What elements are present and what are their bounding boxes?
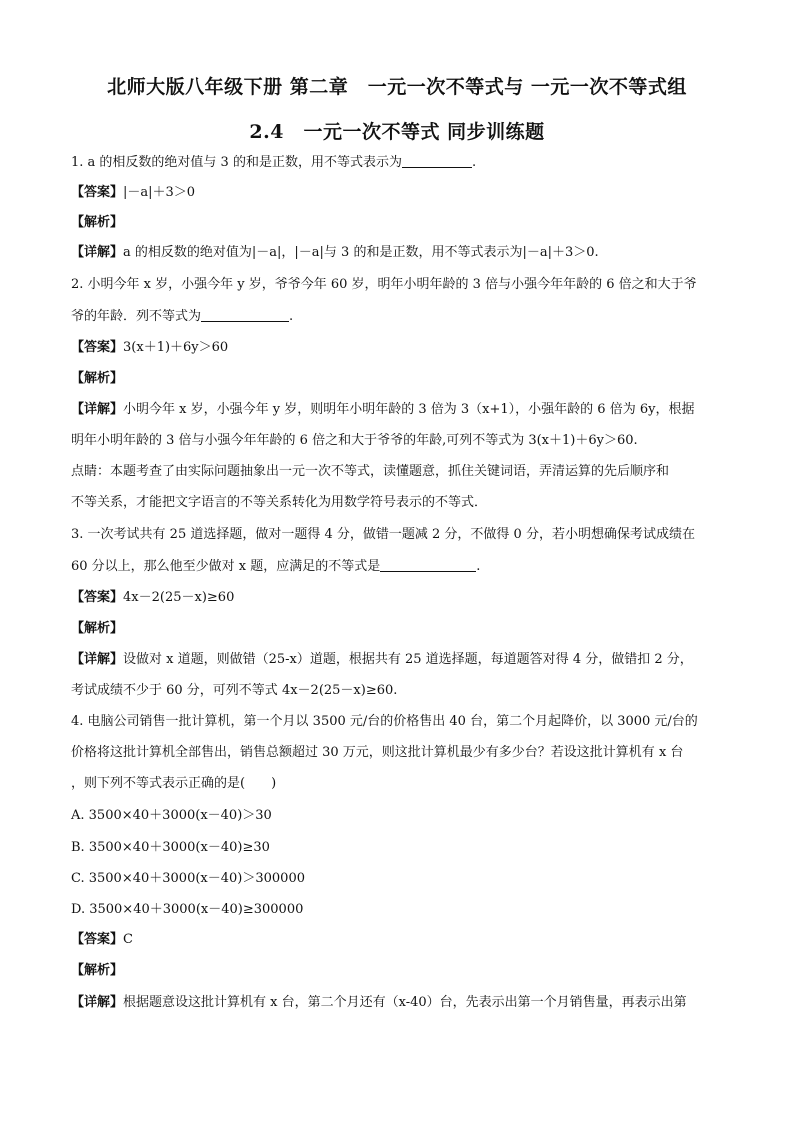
q4-stem-line2: 价格将这批计算机全部售出，销售总额超过 30 万元，则这批计算机最少有多少台？若设这批计算机有 x 台 bbox=[71, 745, 684, 760]
q2-detail-row2: 明年小明年龄的 3 倍与小强今年年龄的 6 倍之和大于爷爷的年龄,可列不等式为 3(x＋1)＋6y＞60. bbox=[71, 433, 638, 448]
q4-option-a: A. 3500×40＋3000(x－40)＞30 bbox=[71, 808, 272, 823]
q1-analysis-row bbox=[71, 215, 727, 231]
answer-tag: 【答案】 bbox=[71, 340, 124, 355]
answer-tag: 【答案】 bbox=[71, 590, 124, 605]
detail-tag: 【详解】 bbox=[71, 245, 124, 260]
q1-text: 1. a 的相反数的绝对值与 3 的和是正数，用不等式表示为 bbox=[71, 155, 402, 170]
q2-text-end: . bbox=[289, 309, 294, 324]
q4-option-d: D. 3500×40＋3000(x－40)≥300000 bbox=[71, 902, 304, 917]
q3-detail-row1 bbox=[71, 652, 727, 668]
q4-stem-line1: 4. 电脑公司销售一批计算机，第一个月以 3500 元/台的价格售出 40 台，第二个月起降价，以 3000 元/台的 bbox=[71, 714, 698, 729]
q3-detail-row2: 考试成绩不少于 60 分，可列不等式 4x－2(25－x)≥60. bbox=[71, 683, 398, 698]
q2-tip-line1: 点睛：本题考查了由实际问题抽象出一元一次不等式，读懂题意，抓住关键词语，弄清运算的先后顺序和 bbox=[71, 464, 670, 479]
analysis-tag: 【解析】 bbox=[71, 621, 124, 636]
q3-stem-line1: 3. 一次考试共有 25 道选择题，做对一题得 4 分，做错一题减 2 分，不做得 0 分，若小明想确保考试成绩在 bbox=[71, 527, 695, 542]
q2-tip-line2: 不等关系，才能把文字语言的不等关系转化为用数学符号表示的不等式． bbox=[71, 495, 488, 510]
q2-analysis-row bbox=[71, 371, 727, 387]
analysis-tag: 【解析】 bbox=[71, 215, 124, 230]
q4-option-c: C. 3500×40＋3000(x－40)＞300000 bbox=[71, 871, 305, 886]
q3-answer: 4x－2(25－x)≥60 bbox=[123, 590, 235, 605]
document-title-line1: 北师大版八年级下册 第二章 一元一次不等式与 一元一次不等式组 bbox=[107, 76, 687, 98]
q1-detail: a 的相反数的绝对值为|－a|，|－a|与 3 的和是正数，用不等式表示为|－a|＋3＞0. bbox=[123, 245, 599, 260]
analysis-tag: 【解析】 bbox=[71, 963, 124, 978]
q2-detail-row1 bbox=[71, 402, 727, 418]
q2-answer-blank bbox=[201, 308, 289, 322]
q2-detail-line1: 小明今年 x 岁，小强今年 y 岁，则明年小明年龄的 3 倍为 3（x+1），小强年龄的 6 倍为 6y，根据 bbox=[123, 402, 695, 417]
q4-answer-row bbox=[71, 932, 727, 948]
q4-stem-line3: ，则下列不等式表示正确的是( ) bbox=[71, 776, 277, 791]
q3-stem-line2 bbox=[71, 558, 727, 575]
q2-answer: 3(x＋1)＋6y＞60 bbox=[123, 340, 229, 355]
q3-detail-line1: 设做对 x 道题，则做错（25-x）道题，根据共有 25 道选择题，每道题答对得 4 分，做错扣 2 分， bbox=[123, 652, 693, 667]
analysis-tag: 【解析】 bbox=[71, 371, 124, 386]
detail-tag: 【详解】 bbox=[71, 995, 124, 1010]
q3-text: 60 分以上，那么他至少做对 x 题，应满足的不等式是 bbox=[71, 559, 381, 574]
answer-tag: 【答案】 bbox=[71, 932, 124, 947]
q2-answer-row bbox=[71, 340, 727, 356]
q1-detail-row bbox=[71, 245, 727, 261]
q3-text-end: . bbox=[476, 559, 481, 574]
document-title-line2: 2.4 一元一次不等式 同步训练题 bbox=[249, 121, 545, 143]
q4-answer: C bbox=[123, 932, 133, 947]
q2-stem-line2 bbox=[71, 308, 727, 325]
q4-option-b: B. 3500×40＋3000(x－40)≥30 bbox=[71, 840, 270, 855]
detail-tag: 【详解】 bbox=[71, 652, 124, 667]
q3-answer-blank bbox=[380, 558, 476, 572]
q1-answer-row bbox=[71, 185, 727, 201]
q2-stem-line1: 2. 小明今年 x 岁，小强今年 y 岁，爷爷今年 60 岁，明年小明年龄的 3 倍与小强今年年龄的 6 倍之和大于爷 bbox=[71, 277, 697, 292]
q3-analysis-row bbox=[71, 621, 727, 637]
q4-analysis-row bbox=[71, 963, 727, 979]
q1-answer: |－a|＋3＞0 bbox=[123, 185, 196, 200]
q1-text-end: . bbox=[471, 155, 477, 170]
q3-answer-row bbox=[71, 590, 727, 606]
answer-tag: 【答案】 bbox=[71, 185, 124, 200]
q1-stem bbox=[71, 154, 727, 171]
detail-tag: 【详解】 bbox=[71, 402, 124, 417]
q2-text: 爷的年龄．列不等式为 bbox=[71, 309, 202, 324]
q4-detail-line1: 根据题意设这批计算机有 x 台，第二个月还有（x-40）台，先表示出第一个月销售量，再表示出第 bbox=[123, 995, 687, 1010]
q1-answer-blank bbox=[402, 154, 472, 168]
q4-detail-row1 bbox=[71, 995, 727, 1011]
